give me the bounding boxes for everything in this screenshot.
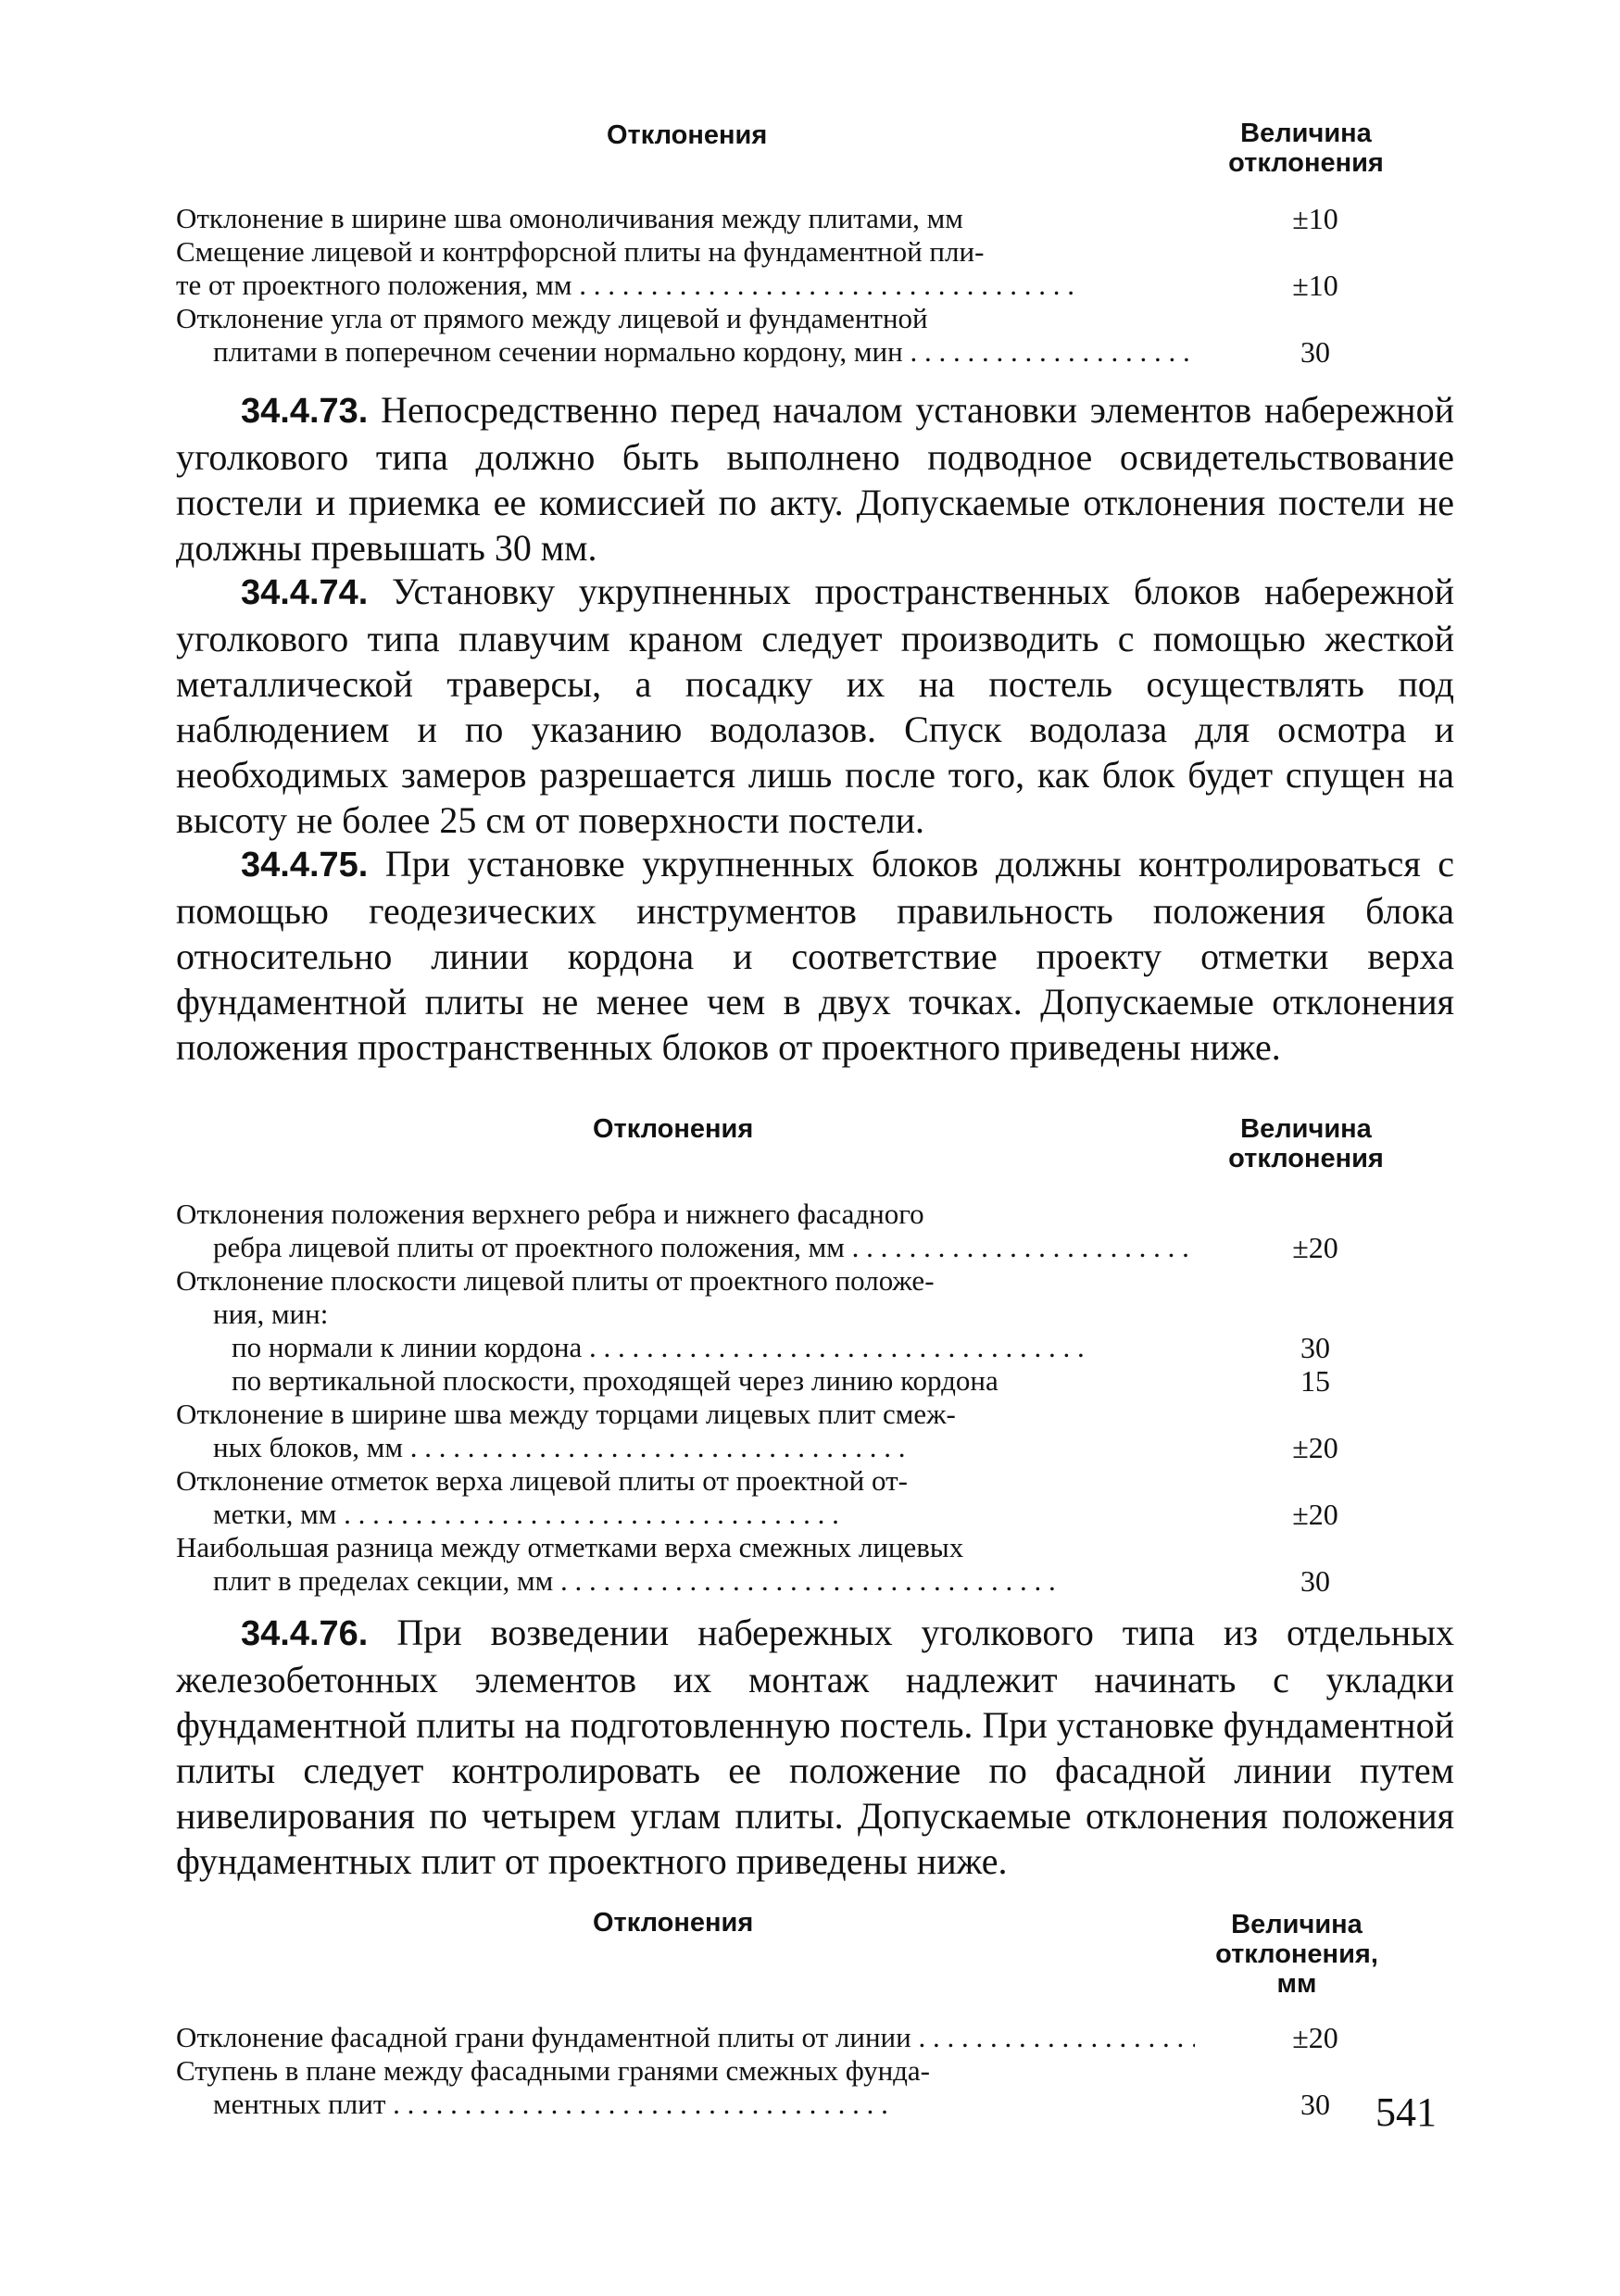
table3-val-header (1186, 1910, 1408, 1999)
paragraph-34-4-73 (176, 387, 1454, 571)
row-text-cont: ментных плит (213, 2088, 386, 2120)
table3-val-header-line3: мм (1276, 1969, 1317, 1999)
row-text: Отклонение в ширине шва между торцами лицевых плит смеж- (176, 1398, 956, 1430)
table3-col-header: Отклонения (593, 1908, 754, 1938)
table2-val-header-line2: отклонения (1228, 1144, 1384, 1173)
row-text-cont: ных блоков, мм (213, 1431, 403, 1463)
table2-col-header: Отклонения (593, 1114, 754, 1144)
table1-col-header: Отклонения (607, 120, 768, 150)
row-text: по вертикальной плоскости, проходящей через линию кордона (232, 1364, 998, 1397)
paragraph-34-4-76 (176, 1610, 1454, 1884)
table2-val-header-line1: Величина (1240, 1114, 1372, 1144)
paragraph-text: При установке укрупненных блоков должны контролироваться с помощью геодезических инструментов правильность положения блока относительно линии кордона и соответствие проекту отметки верха фундаментной плиты не менее чем в двух точках. Допускаемые отклонения положения пространственных блоков от проектного приведены ниже. (176, 843, 1454, 1068)
row-text: Отклонение фасадной грани фундаментной плиты от линии (176, 2021, 911, 2053)
paragraph-text: Установку укрупненных пространственных блоков набережной уголкового типа плавучим краном следует производить с помощью жесткой металлической траверсы, а посадку их на постель осуществлять под наблюдением и по указанию водолазов. Спуск водолаза для осмотра и необходимых замеров разрешается лишь после того, как блок будет спущен на высоту не более 25 см от поверхности постели. (176, 571, 1454, 841)
table1-row (176, 202, 1213, 235)
row-value: 30 (1300, 1331, 1330, 1364)
table2-row (176, 1198, 1213, 1264)
row-text-cont: те от проектного положения, мм (176, 269, 572, 301)
row-value: 15 (1300, 1364, 1330, 1398)
row-text: по нормали к линии кордона (232, 1331, 583, 1363)
table2-row (176, 1398, 1213, 1464)
row-text-cont: плит в пределах секции, мм (213, 1564, 554, 1597)
row-value: ±10 (1292, 202, 1338, 235)
row-text-cont: метки, мм (213, 1498, 337, 1530)
table3-val-header-line2: отклонения, (1215, 1939, 1378, 1969)
table2-val-header (1195, 1114, 1417, 1173)
row-value: 30 (1300, 1564, 1330, 1598)
paragraph-number: 34.4.74. (241, 573, 369, 612)
table3-row (176, 2054, 1213, 2121)
table2-row (176, 1264, 1213, 1331)
row-text-cont: плитами в поперечном сечении нормально кордону, мин (213, 335, 903, 368)
row-value: ±20 (1292, 1498, 1338, 1531)
table1-val-header-line1: Величина (1240, 119, 1372, 148)
paragraph-34-4-75 (176, 841, 1454, 1070)
row-text: Наибольшая разница между отметками верха смежных лицевых (176, 1531, 964, 1563)
row-text: Отклонение плоскости лицевой плиты от проектного положе- (176, 1264, 935, 1297)
table2-row (176, 1464, 1213, 1531)
paragraph-number: 34.4.75. (241, 846, 369, 885)
table2-row (176, 1331, 1213, 1364)
table1-row (176, 302, 1213, 369)
row-text: Отклонение в ширине шва омоноличивания между плитами, мм (176, 202, 963, 234)
table2-row (176, 1531, 1213, 1598)
row-text-cont: ребра лицевой плиты от проектного положения, мм (213, 1231, 845, 1263)
row-text: Смещение лицевой и контрфорсной плиты на фундаментной пли- (176, 235, 985, 268)
row-text: Отклонение угла от прямого между лицевой и фундаментной (176, 302, 928, 334)
table1-val-header-line2: отклонения (1228, 148, 1384, 178)
row-value: ±10 (1292, 269, 1338, 302)
table1-row (176, 235, 1213, 302)
table3-val-header-line1: Величина (1231, 1910, 1363, 1939)
table1-val-header (1195, 119, 1417, 178)
page-number: 541 (1375, 2089, 1437, 2135)
row-value: ±20 (1292, 2021, 1338, 2054)
paragraph-34-4-74 (176, 569, 1454, 843)
row-text-cont: ния, мин: (213, 1298, 329, 1330)
row-text: Ступень в плане между фасадными гранями смежных фунда- (176, 2054, 931, 2087)
table2-row (176, 1364, 1213, 1398)
row-value: ±20 (1292, 1431, 1338, 1464)
row-value: 30 (1300, 335, 1330, 369)
row-value: 30 (1300, 2088, 1330, 2121)
paragraph-text: Непосредственно перед началом установки элементов набережной уголкового типа должно быть выполнено подводное освидетельствование постели и приемка ее комиссией по акту. Допускаемые отклонения постели не должны превышать 30 мм. (176, 389, 1454, 569)
row-text: Отклонения положения верхнего ребра и нижнего фасадного (176, 1198, 924, 1230)
paragraph-number: 34.4.73. (241, 392, 369, 431)
table3-row (176, 2021, 1213, 2054)
paragraph-number: 34.4.76. (241, 1614, 369, 1653)
row-text: Отклонение отметок верха лицевой плиты от проектной от- (176, 1464, 908, 1497)
paragraph-text: При возведении набережных уголкового типа из отдельных железобетонных элементов их монтаж надлежит начинать с укладки фундаментной плиты на подготовленную постель. При установке фундаментной плиты следует контролировать ее положение по фасадной линии путем нивелирования по четырем углам плиты. Допускаемые отклонения положения фундаментных плит от проектного приведены ниже. (176, 1612, 1455, 1882)
row-value: ±20 (1292, 1231, 1338, 1264)
